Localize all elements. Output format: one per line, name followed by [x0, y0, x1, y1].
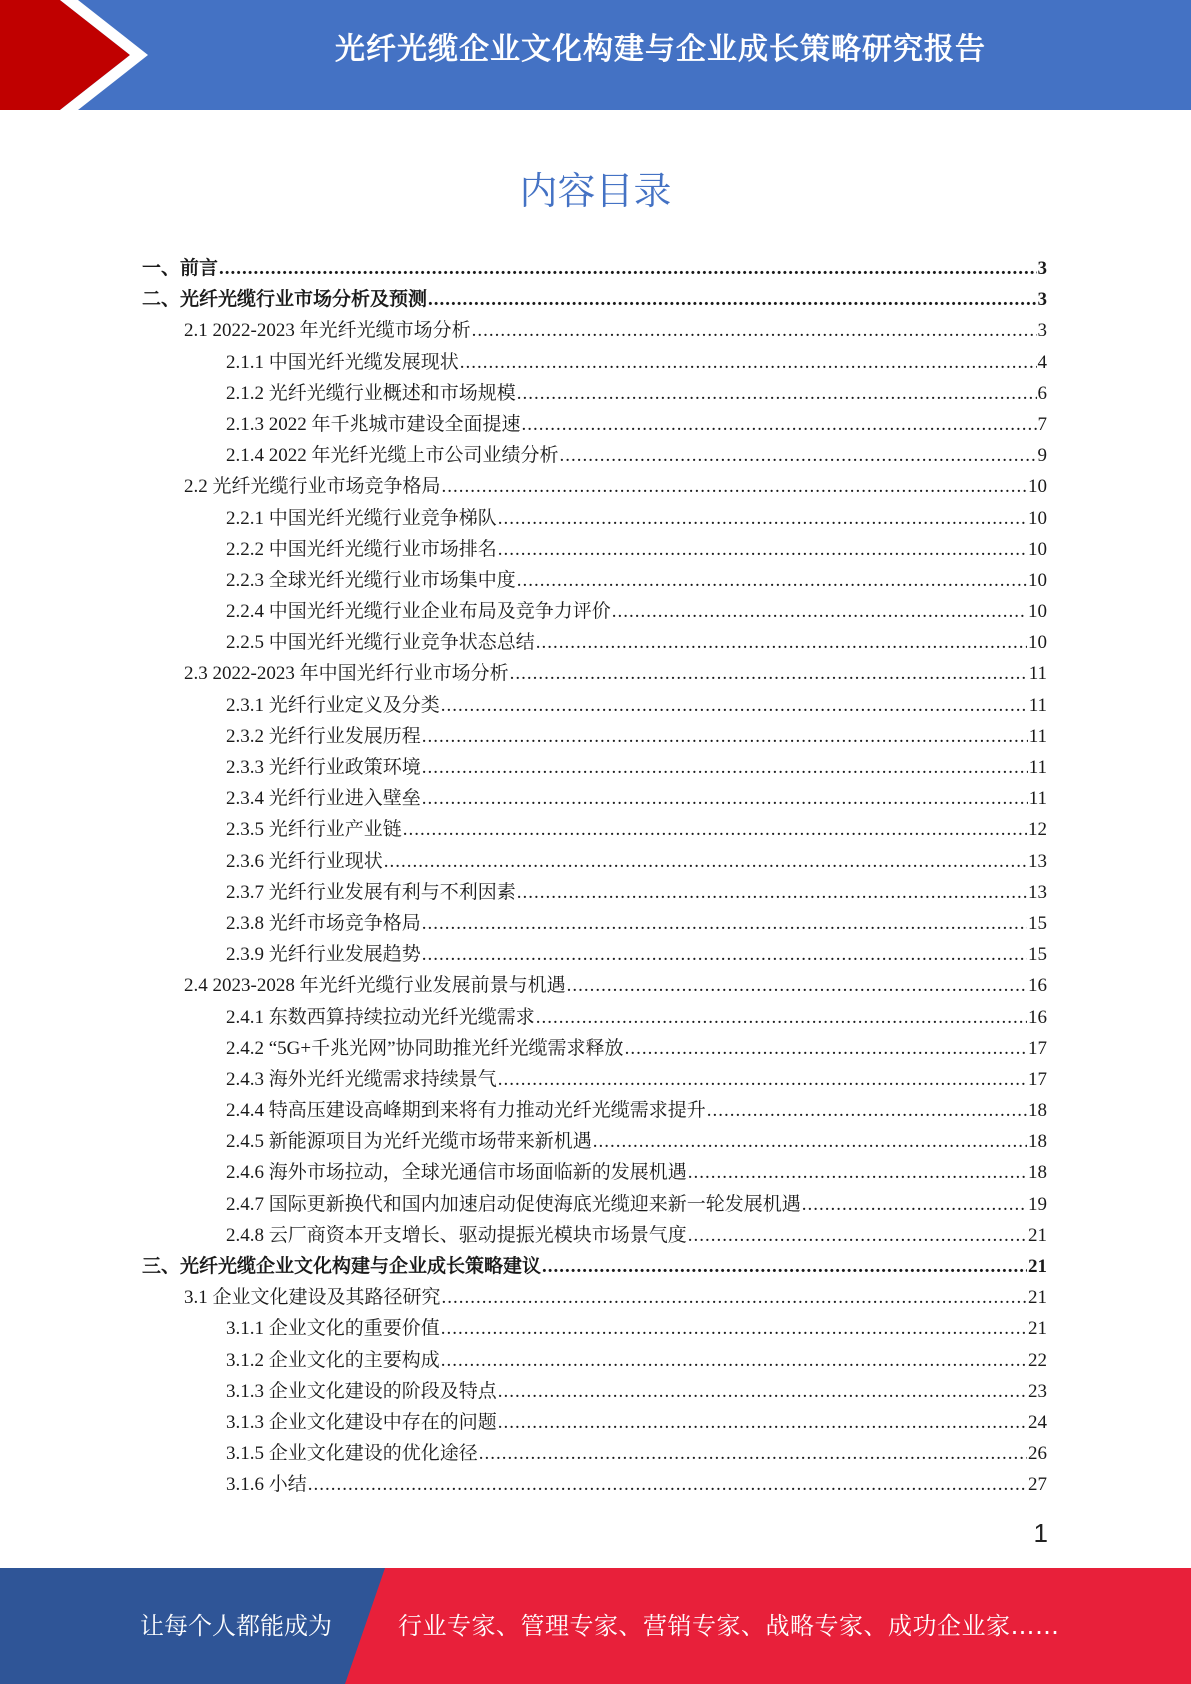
toc-entry-title: 2.4.8 云厂商资本开支增长、驱动提振光模块市场景气度	[226, 1224, 687, 1246]
toc-entry[interactable]	[142, 378, 1047, 409]
toc-entry[interactable]	[142, 783, 1047, 814]
toc-entry-title: 2.3.3 光纤行业政策环境	[226, 757, 421, 778]
toc-entry-page: 3	[1037, 258, 1047, 279]
toc-entry-title: 2.3.1 光纤行业定义及分类	[226, 694, 440, 716]
footer-banner	[0, 1568, 1191, 1684]
toc-entry[interactable]	[142, 1189, 1047, 1220]
toc-entry[interactable]	[142, 658, 1047, 689]
toc-entry-page: 17	[1028, 1037, 1047, 1059]
toc-entry-title: 2.4.5 新能源项目为光纤光缆市场带来新机遇	[226, 1131, 592, 1153]
toc-entry-page: 9	[1037, 445, 1047, 467]
toc-dot-leader	[612, 596, 1027, 627]
toc-dot-leader	[522, 409, 1037, 440]
toc-entry-title: 2.3.6 光纤行业现状	[226, 850, 383, 872]
toc-entry-title: 2.3.8 光纤市场竞争格局	[226, 912, 421, 934]
toc-dot-leader	[472, 315, 1037, 346]
toc-entry-title: 2.1.2 光纤光缆行业概述和市场规模	[226, 382, 516, 404]
toc-entry-page: 7	[1037, 413, 1047, 435]
toc-entry[interactable]	[142, 1095, 1047, 1126]
toc-entry[interactable]	[142, 690, 1047, 721]
toc-entry-page: 18	[1028, 1162, 1047, 1184]
toc-dot-leader	[422, 908, 1027, 939]
toc-entry-title: 2.3.2 光纤行业发展历程	[226, 725, 421, 747]
toc-entry-page: 3	[1037, 289, 1047, 311]
toc-dot-leader	[403, 814, 1027, 845]
toc-entry[interactable]	[142, 1345, 1047, 1376]
toc-entry-title: 3.1.2 企业文化的主要构成	[226, 1349, 440, 1371]
toc-entry-title: 三、光纤光缆企业文化构建与企业成长策略建议	[142, 1256, 542, 1277]
toc-dot-leader	[560, 440, 1037, 471]
toc-title: 内容目录	[519, 169, 672, 213]
toc-entry-page: 10	[1028, 538, 1047, 560]
toc-entry-title: 一、前言	[142, 258, 219, 279]
toc-entry-page: 16	[1028, 1006, 1047, 1028]
toc-entry-title: 3.1 企业文化建设及其路径研究	[184, 1287, 441, 1309]
toc-dot-leader	[517, 378, 1037, 409]
toc-entry-page: 11	[1028, 663, 1047, 685]
toc-entry-title: 2.2 光纤光缆行业市场竞争格局	[184, 476, 441, 498]
toc-entry-page: 10	[1028, 507, 1047, 529]
toc-entry-page: 17	[1028, 1068, 1047, 1090]
toc-entry[interactable]	[142, 596, 1047, 627]
toc-dot-leader	[441, 1313, 1027, 1344]
toc-dot-leader	[479, 1438, 1027, 1469]
toc-entry-title: 2.1.4 2022 年光纤光缆上市公司业绩分析	[226, 445, 559, 467]
toc-entry[interactable]	[142, 627, 1047, 658]
toc-entry[interactable]	[142, 1438, 1047, 1469]
toc-entry[interactable]	[142, 939, 1047, 970]
toc-dot-leader	[422, 752, 1028, 783]
toc-entry-title: 2.3 2022-2023 年中国光纤行业市场分析	[184, 663, 509, 685]
toc-entry[interactable]	[142, 409, 1047, 440]
report-title: 光纤光缆企业文化构建与企业成长策略研究报告	[335, 32, 986, 67]
toc-dot-leader	[625, 1033, 1027, 1064]
toc-dot-leader	[802, 1189, 1027, 1220]
toc-entry-page: 19	[1028, 1193, 1047, 1215]
toc-entry[interactable]	[142, 752, 1047, 783]
toc-entry-page: 6	[1037, 382, 1047, 404]
toc-entry-page: 10	[1028, 601, 1047, 623]
toc-entry-title: 2.1.1 中国光纤光缆发展现状	[226, 351, 459, 373]
toc-dot-leader	[428, 284, 1036, 315]
toc-entry-title: 2.1 2022-2023 年光纤光缆市场分析	[184, 320, 471, 342]
toc-entry[interactable]	[142, 970, 1047, 1001]
toc-entry[interactable]	[142, 534, 1047, 565]
toc-entry[interactable]	[142, 1282, 1047, 1313]
toc-entry-title: 2.2.4 中国光纤光缆行业企业布局及竞争力评价	[226, 601, 611, 623]
toc-dot-leader	[498, 1407, 1027, 1438]
toc-entry-page: 22	[1028, 1349, 1047, 1371]
toc-entry-title: 2.1.3 2022 年千兆城市建设全面提速	[226, 413, 521, 435]
toc-entry-title: 2.2.1 中国光纤光缆行业竞争梯队	[226, 507, 497, 529]
toc-dot-leader	[460, 347, 1037, 378]
toc-dot-leader	[567, 970, 1027, 1001]
toc-entry[interactable]	[142, 1002, 1047, 1033]
toc-entry-title: 2.4.3 海外光纤光缆需求持续景气	[226, 1068, 497, 1090]
toc-entry-page: 10	[1028, 476, 1047, 498]
toc-entry-title: 2.3.5 光纤行业产业链	[226, 819, 402, 841]
toc-dot-leader	[593, 1126, 1027, 1157]
toc-entry-page: 10	[1028, 632, 1047, 654]
toc-entry-title: 二、光纤光缆行业市场分析及预测	[142, 289, 428, 311]
toc-entry-page: 26	[1028, 1443, 1047, 1465]
toc-entry-title: 2.4 2023-2028 年光纤光缆行业发展前景与机遇	[184, 975, 566, 997]
toc-entry[interactable]	[142, 908, 1047, 939]
toc-entry-title: 2.3.4 光纤行业进入壁垒	[226, 788, 421, 810]
toc-entry-page: 21	[1028, 1256, 1047, 1277]
toc-dot-leader	[422, 721, 1028, 752]
toc-entry-page: 11	[1028, 788, 1047, 810]
toc-entry-page: 13	[1028, 850, 1047, 872]
toc-dot-leader	[441, 690, 1028, 721]
toc-entry-page: 18	[1028, 1131, 1047, 1153]
toc-entry-page: 21	[1028, 1318, 1047, 1340]
footer-slogan-right: 行业专家、管理专家、营销专家、战略专家、成功企业家……	[398, 1612, 1060, 1640]
toc-entry-title: 2.4.1 东数西算持续拉动光纤光缆需求	[226, 1006, 535, 1028]
toc-entry-page: 10	[1028, 569, 1047, 591]
toc-entry-page: 27	[1028, 1474, 1047, 1496]
toc-entry[interactable]	[142, 253, 1047, 284]
toc-entry-title: 3.1.6 小结	[226, 1474, 307, 1496]
toc-entry[interactable]	[142, 440, 1047, 471]
toc-entry[interactable]	[142, 565, 1047, 596]
toc-dot-leader	[498, 1376, 1027, 1407]
toc-entry[interactable]	[142, 471, 1047, 502]
toc-entry[interactable]	[142, 1126, 1047, 1157]
toc-dot-leader	[422, 783, 1028, 814]
toc-entry[interactable]	[142, 1033, 1047, 1064]
toc-entry[interactable]	[142, 1407, 1047, 1438]
toc-entry[interactable]	[142, 284, 1047, 315]
toc-dot-leader	[707, 1095, 1027, 1126]
toc-dot-leader	[441, 1345, 1027, 1376]
toc-entry[interactable]	[142, 1469, 1047, 1500]
toc-entry-page: 12	[1028, 819, 1047, 841]
toc-dot-leader	[219, 253, 1036, 284]
toc-entry[interactable]	[142, 1313, 1047, 1344]
toc-dot-leader	[510, 658, 1028, 689]
toc-dot-leader	[422, 939, 1027, 970]
toc-entry-title: 2.4.6 海外市场拉动，全球光通信市场面临新的发展机遇	[226, 1162, 687, 1184]
toc-entry-title: 2.4.2 “5G+千兆光网”协同助推光纤光缆需求释放	[226, 1037, 624, 1059]
toc-entry-page: 23	[1028, 1380, 1047, 1402]
toc-entry-title: 2.4.7 国际更新换代和国内加速启动促使海底光缆迎来新一轮发展机遇	[226, 1193, 801, 1215]
toc-entry-page: 4	[1037, 351, 1047, 373]
toc-entry[interactable]	[142, 1064, 1047, 1095]
toc-dot-leader	[542, 1251, 1027, 1282]
toc-entry[interactable]	[142, 721, 1047, 752]
toc-entry-page: 18	[1028, 1100, 1047, 1122]
toc-entry-page: 16	[1028, 975, 1047, 997]
toc-entry[interactable]	[142, 1220, 1047, 1251]
table-of-contents	[142, 253, 1047, 1501]
toc-entry-page: 21	[1028, 1224, 1047, 1246]
toc-entry[interactable]	[142, 814, 1047, 845]
toc-entry-title: 2.3.9 光纤行业发展趋势	[226, 944, 421, 966]
toc-entry-page: 11	[1028, 725, 1047, 747]
toc-dot-leader	[536, 1002, 1027, 1033]
toc-entry-page: 11	[1028, 694, 1047, 716]
toc-entry-page: 21	[1028, 1287, 1047, 1309]
toc-entry-page: 15	[1028, 944, 1047, 966]
toc-dot-leader	[498, 534, 1027, 565]
toc-entry[interactable]	[142, 877, 1047, 908]
toc-dot-leader	[498, 503, 1027, 534]
toc-dot-leader	[688, 1220, 1027, 1251]
toc-dot-leader	[442, 471, 1027, 502]
header-banner	[0, 0, 1191, 110]
toc-entry[interactable]	[142, 1251, 1047, 1282]
toc-entry-title: 3.1.3 企业文化建设中存在的问题	[226, 1411, 497, 1433]
toc-dot-leader	[517, 877, 1027, 908]
toc-dot-leader	[517, 565, 1027, 596]
toc-entry[interactable]	[142, 846, 1047, 877]
toc-entry[interactable]	[142, 503, 1047, 534]
toc-entry[interactable]	[142, 1157, 1047, 1188]
toc-entry[interactable]	[142, 347, 1047, 378]
toc-dot-leader	[442, 1282, 1027, 1313]
toc-entry-title: 3.1.1 企业文化的重要价值	[226, 1318, 440, 1340]
toc-dot-leader	[308, 1469, 1027, 1500]
page-number: 1	[1033, 1518, 1048, 1548]
toc-entry-page: 15	[1028, 912, 1047, 934]
toc-entry-page: 24	[1028, 1411, 1047, 1433]
toc-entry-page: 11	[1028, 757, 1047, 778]
toc-entry-page: 3	[1037, 320, 1047, 342]
toc-dot-leader	[688, 1157, 1027, 1188]
toc-entry-title: 2.2.3 全球光纤光缆行业市场集中度	[226, 569, 516, 591]
toc-entry-title: 2.3.7 光纤行业发展有利与不利因素	[226, 881, 516, 903]
toc-entry-title: 2.4.4 特高压建设高峰期到来将有力推动光纤光缆需求提升	[226, 1100, 706, 1122]
toc-entry-title: 2.2.2 中国光纤光缆行业市场排名	[226, 538, 497, 560]
toc-entry[interactable]	[142, 315, 1047, 346]
toc-dot-leader	[498, 1064, 1027, 1095]
toc-dot-leader	[536, 627, 1027, 658]
toc-entry-page: 13	[1028, 881, 1047, 903]
footer-slogan-left: 让每个人都能成为	[140, 1612, 332, 1640]
toc-dot-leader	[384, 846, 1027, 877]
toc-entry[interactable]	[142, 1376, 1047, 1407]
toc-entry-title: 3.1.5 企业文化建设的优化途径	[226, 1443, 478, 1465]
toc-entry-title: 3.1.3 企业文化建设的阶段及特点	[226, 1380, 497, 1402]
toc-entry-title: 2.2.5 中国光纤光缆行业竞争状态总结	[226, 632, 535, 654]
